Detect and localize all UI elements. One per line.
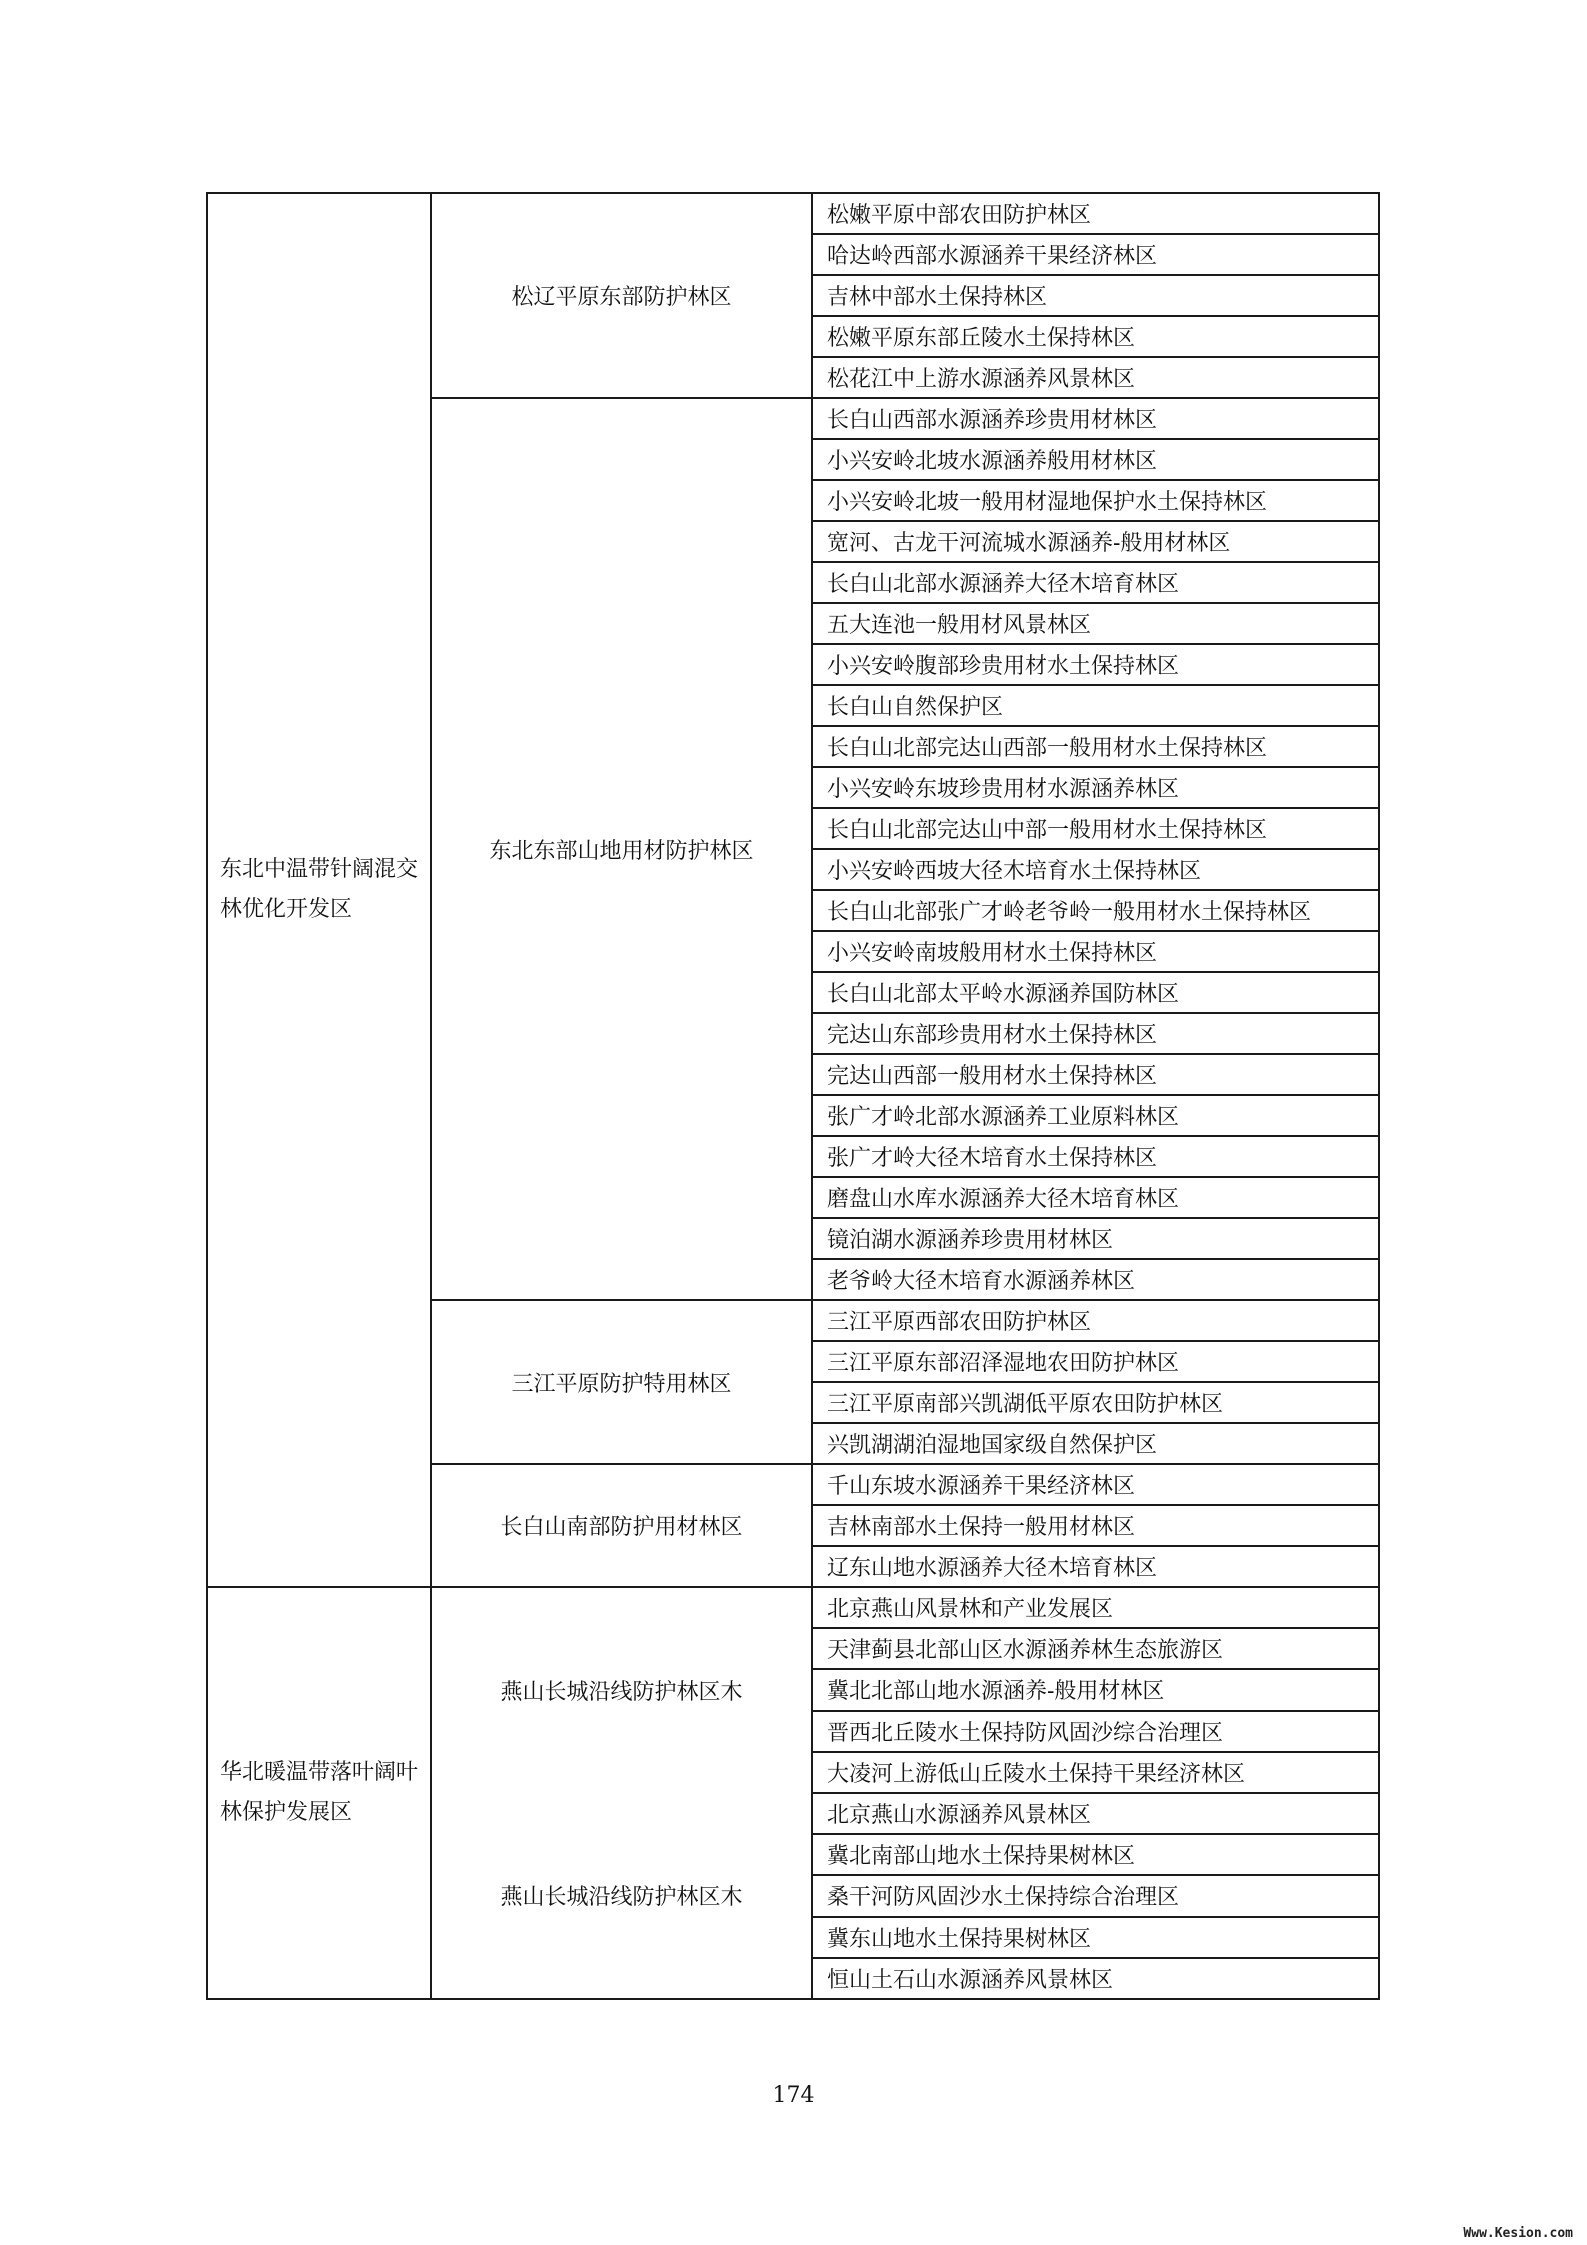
zone-cell: 完达山西部一般用材水土保持林区 [812, 1054, 1379, 1095]
subregion-cell [431, 1587, 812, 1999]
zone-cell: 哈达岭西部水源涵养干果经济林区 [812, 234, 1379, 275]
forest-zoning-table [206, 192, 1380, 2000]
subregion-cell: 三江平原防护特用林区 [431, 1300, 812, 1464]
table-body [207, 193, 1379, 1999]
zone-cell: 宽河、古龙干河流城水源涵养-般用材林区 [812, 521, 1379, 562]
subregion-cell: 长白山南部防护用材林区 [431, 1464, 812, 1587]
region-cell: 东北中温带针阔混交林优化开发区 [207, 193, 431, 1587]
zone-cell: 天津蓟县北部山区水源涵养林生态旅游区 [812, 1628, 1379, 1669]
zone-cell: 冀北北部山地水源涵养-般用材林区 [812, 1669, 1379, 1710]
zone-cell: 小兴安岭南坡般用材水土保持林区 [812, 931, 1379, 972]
zone-cell: 三江平原东部沼泽湿地农田防护林区 [812, 1341, 1379, 1382]
zone-cell: 桑干河防风固沙水土保持综合治理区 [812, 1875, 1379, 1916]
region-cell: 华北暖温带落叶阔叶林保护发展区 [207, 1587, 431, 1999]
subregion-labels [432, 1588, 811, 1998]
zone-cell: 长白山北部张广才岭老爷岭一般用材水土保持林区 [812, 890, 1379, 931]
page-number: 174 [772, 2083, 815, 2108]
zone-cell: 千山东坡水源涵养干果经济林区 [812, 1464, 1379, 1505]
zone-cell: 完达山东部珍贵用材水土保持林区 [812, 1013, 1379, 1054]
zone-cell: 小兴安岭西坡大径木培育水土保持林区 [812, 849, 1379, 890]
zone-cell: 吉林中部水土保持林区 [812, 275, 1379, 316]
zone-cell: 小兴安岭东坡珍贵用材水源涵养林区 [812, 767, 1379, 808]
subregion-label: 燕山长城沿线防护林区木 [500, 1680, 743, 1705]
zone-cell: 吉林南部水土保持一般用材林区 [812, 1505, 1379, 1546]
table-row [207, 1587, 1379, 1628]
zone-cell: 冀东山地水土保持果树林区 [812, 1917, 1379, 1958]
zone-cell: 张广才岭北部水源涵养工业原料林区 [812, 1095, 1379, 1136]
zone-cell: 张广才岭大径木培育水土保持林区 [812, 1136, 1379, 1177]
zone-cell: 长白山北部太平岭水源涵养国防林区 [812, 972, 1379, 1013]
zone-cell: 小兴安岭腹部珍贵用材水土保持林区 [812, 644, 1379, 685]
zone-cell: 松花江中上游水源涵养风景林区 [812, 357, 1379, 398]
zone-cell: 长白山北部完达山中部一般用材水土保持林区 [812, 808, 1379, 849]
zone-cell: 松嫩平原中部农田防护林区 [812, 193, 1379, 234]
subregion-cell: 松辽平原东部防护林区 [431, 193, 812, 398]
subregion-label: 燕山长城沿线防护林区木 [500, 1885, 743, 1910]
zone-cell: 老爷岭大径木培育水源涵养林区 [812, 1259, 1379, 1300]
zone-cell: 长白山自然保护区 [812, 685, 1379, 726]
zone-cell: 小兴安岭北坡水源涵养般用材林区 [812, 439, 1379, 480]
zone-cell: 五大连池一般用材风景林区 [812, 603, 1379, 644]
zone-cell: 三江平原南部兴凯湖低平原农田防护林区 [812, 1382, 1379, 1423]
zone-cell: 晋西北丘陵水土保持防风固沙综合治理区 [812, 1711, 1379, 1752]
zone-cell: 长白山北部水源涵养大径木培育林区 [812, 562, 1379, 603]
subregion-cell: 东北东部山地用材防护林区 [431, 398, 812, 1300]
zone-cell: 长白山北部完达山西部一般用材水土保持林区 [812, 726, 1379, 767]
zone-cell: 大凌河上游低山丘陵水土保持干果经济林区 [812, 1752, 1379, 1793]
zone-cell: 北京燕山风景林和产业发展区 [812, 1587, 1379, 1628]
zone-cell: 兴凯湖湖泊湿地国家级自然保护区 [812, 1423, 1379, 1464]
zone-cell: 三江平原西部农田防护林区 [812, 1300, 1379, 1341]
zone-cell: 辽东山地水源涵养大径木培育林区 [812, 1546, 1379, 1587]
zone-cell: 松嫩平原东部丘陵水土保持林区 [812, 316, 1379, 357]
zone-cell: 长白山西部水源涵养珍贵用材林区 [812, 398, 1379, 439]
zone-cell: 镜泊湖水源涵养珍贵用材林区 [812, 1218, 1379, 1259]
zone-cell: 磨盘山水库水源涵养大径木培育林区 [812, 1177, 1379, 1218]
zone-cell: 小兴安岭北坡一般用材湿地保护水土保持林区 [812, 480, 1379, 521]
zone-cell: 恒山土石山水源涵养风景林区 [812, 1958, 1379, 1999]
zone-cell: 冀北南部山地水土保持果树林区 [812, 1834, 1379, 1875]
table-row [207, 193, 1379, 234]
watermark: Www.Kesion.com [1463, 2226, 1573, 2241]
zone-cell: 北京燕山水源涵养风景林区 [812, 1793, 1379, 1834]
